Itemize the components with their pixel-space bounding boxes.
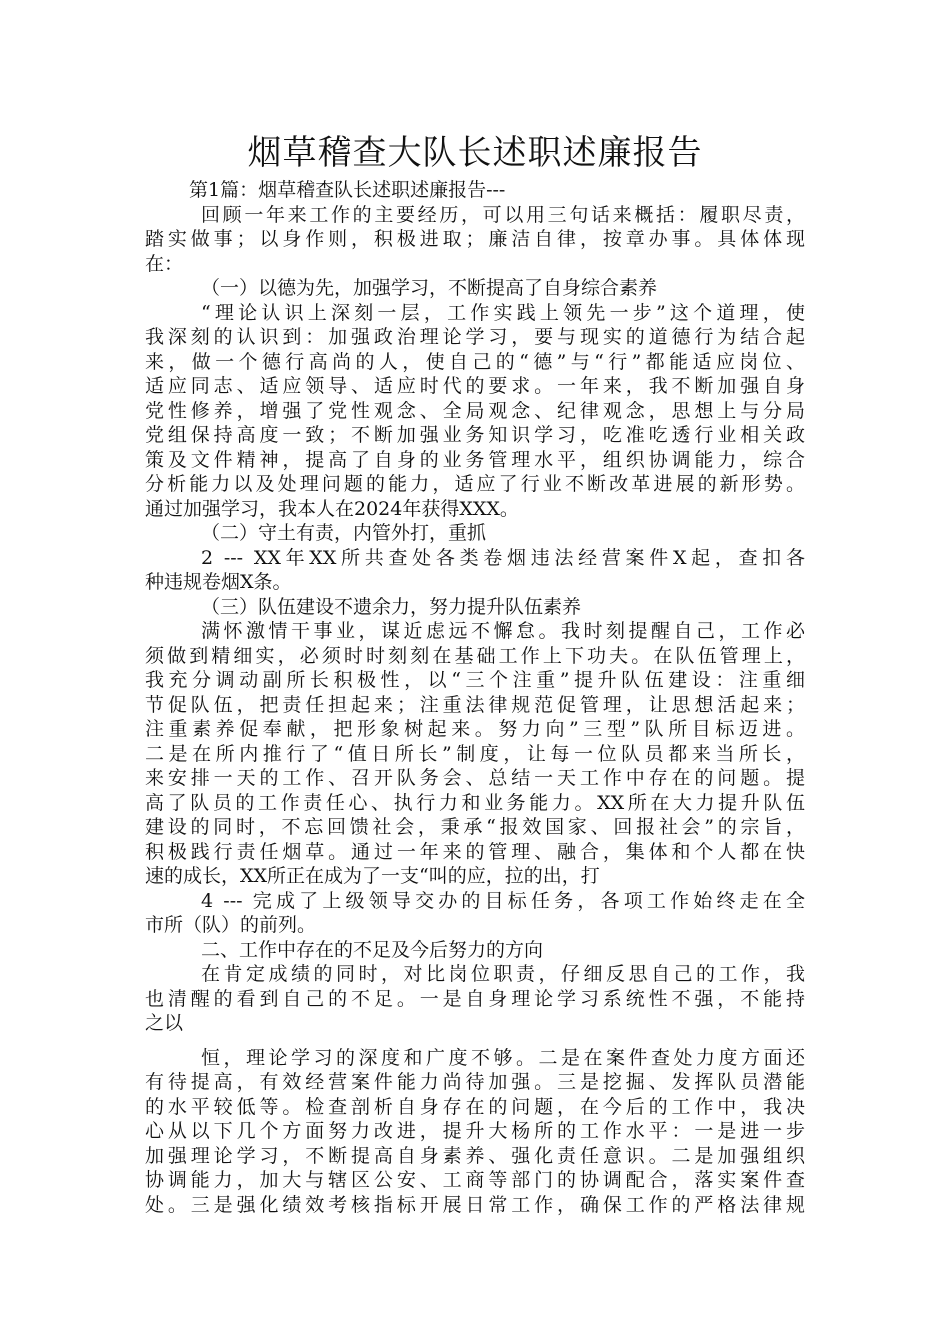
text-line: 二、工作中存在的不足及今后努力的方向 bbox=[201, 938, 544, 961]
text-line: 适应同志、适应领导、适应时代的要求。一年来，我不断加强自身 bbox=[145, 375, 805, 397]
text-line: 满怀激情干事业，谋近虑远不懈怠。我时刻提醒自己，工作必 bbox=[201, 620, 805, 642]
text-line: 节促队伍，把责任担起来；注重法律规范促管理，让思想活起来； bbox=[145, 693, 805, 716]
text-line: 我深刻的认识到：加强政治理论学习，要与现实的道德行为结合起 bbox=[145, 326, 805, 348]
text-line: “理论认识上深刻一层，工作实践上领先一步”这个道理，使 bbox=[201, 301, 805, 324]
text-line: 通过加强学习，我本人在2024年获得XXX。 bbox=[145, 497, 519, 520]
text-line: 市所（队）的前列。 bbox=[145, 914, 317, 936]
document-body bbox=[145, 178, 805, 1217]
text-line: （一）以德为先，加强学习，不断提高了自身综合素养 bbox=[201, 277, 658, 299]
text-line: 恒，理论学习的深度和广度不够。二是在案件查处力度方面还 bbox=[201, 1046, 805, 1069]
text-line: 策及文件精神，提高了自身的业务管理水平，组织协调能力，综合 bbox=[145, 448, 805, 471]
text-line: 来安排一天的工作、召开队务会、总结一天工作中存在的问题。提 bbox=[145, 767, 805, 789]
text-line: 来，做一个德行高尚的人，使自己的“德”与“行”都能适应岗位、 bbox=[145, 350, 805, 373]
text-line: 我充分调动副所长积极性，以“三个注重”提升队伍建设：注重细 bbox=[145, 669, 805, 691]
text-line: 之以 bbox=[145, 1012, 184, 1034]
text-line: 4 --- 完成了上级领导交办的目标任务，各项工作始终走在全 bbox=[201, 889, 805, 912]
line-gap bbox=[145, 1036, 805, 1046]
text-line: 有待提高，有效经营案件能力尚待加强。三是挖掘、发挥队员潜能 bbox=[145, 1071, 805, 1093]
text-line: 党性修养，增强了党性观念、全局观念、纪律观念，思想上与分局 bbox=[145, 399, 805, 422]
text-line: 也清醒的看到自己的不足。一是自身理论学习系统性不强，不能持 bbox=[145, 987, 805, 1010]
document-page bbox=[145, 128, 805, 1217]
text-line: 2 --- XX年XX所共查处各类卷烟违法经营案件X起，查扣各 bbox=[201, 546, 805, 569]
text-line: 种违规卷烟X条。 bbox=[145, 571, 292, 593]
text-line: 速的成长，XX所正在成为了一支“叫的应，拉的出，打 bbox=[145, 865, 600, 887]
text-line: 在肯定成绩的同时，对比岗位职责，仔细反思自己的工作，我 bbox=[201, 963, 805, 985]
text-line: 踏实做事；以身作则，积极进取；廉洁自律，按章办事。具体体现 bbox=[145, 228, 805, 250]
text-line: 注重素养促奉献，把形象树起来。努力向”三型”队所目标迈进。 bbox=[145, 718, 805, 740]
text-line: 须做到精细实，必须时时刻刻在基础工作上下功夫。在队伍管理上， bbox=[145, 644, 805, 667]
text-line: 回顾一年来工作的主要经历，可以用三句话来概括：履职尽责， bbox=[201, 203, 805, 226]
text-line: 心从以下几个方面努力改进，提升大杨所的工作水平：一是进一步 bbox=[145, 1120, 805, 1142]
text-line: 处。三是强化绩效考核指标开展日常工作，确保工作的严格法律规 bbox=[145, 1193, 805, 1216]
text-line: 高了队员的工作责任心、执行力和业务能力。XX所在大力提升队伍 bbox=[145, 791, 805, 814]
text-line: 协调能力，加大与辖区公安、工商等部门的协调配合，落实案件查 bbox=[145, 1169, 805, 1191]
text-line: 的水平较低等。检查剖析自身存在的问题，在今后的工作中，我决 bbox=[145, 1095, 805, 1118]
text-line: 在： bbox=[145, 252, 184, 275]
text-line: 党组保持高度一致；不断加强业务知识学习，吃准吃透行业相关政 bbox=[145, 424, 805, 446]
text-line: 积极践行责任烟草。通过一年来的管理、融合，集体和个人都在快 bbox=[145, 840, 805, 863]
text-line: （二）守土有责，内管外打，重抓 bbox=[201, 522, 487, 544]
text-line: 二是在所内推行了“值日所长”制度，让每一位队员都来当所长， bbox=[145, 742, 805, 765]
text-line: （三）队伍建设不遗余力，努力提升队伍素养 bbox=[201, 595, 582, 618]
text-line: 第1篇：烟草稽查队长述职述廉报告--- bbox=[189, 179, 506, 201]
text-line: 加强理论学习，不断提高自身素养、强化责任意识。二是加强组织 bbox=[145, 1144, 805, 1167]
text-line: 建设的同时，不忘回馈社会，秉承“报效国家、回报社会”的宗旨， bbox=[145, 816, 805, 838]
text-line: 分析能力以及处理问题的能力，适应了行业不断改革进展的新形势。 bbox=[145, 473, 805, 495]
document-title: 烟草稽查大队长述职述廉报告 bbox=[247, 133, 703, 173]
